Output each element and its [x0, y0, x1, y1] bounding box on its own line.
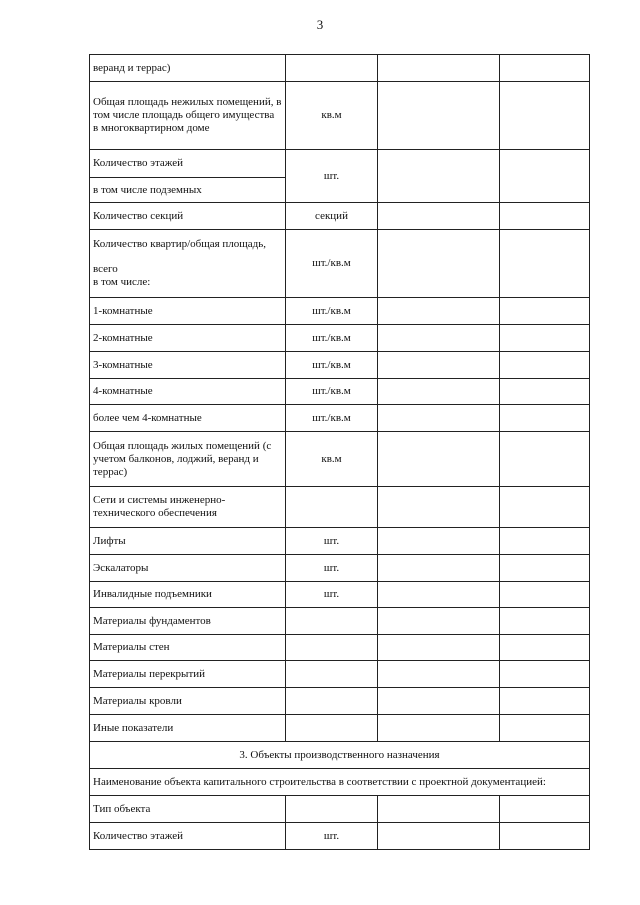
table-row [90, 661, 590, 688]
section-title: 3. Объекты производственного назначения [90, 742, 590, 769]
value-cell-project [378, 715, 500, 742]
row-unit [286, 688, 378, 715]
row-label-extra: всего в том числе: [93, 263, 151, 288]
table-row [90, 352, 590, 379]
value-cell-project [378, 688, 500, 715]
row-unit [286, 796, 378, 823]
value-cell-project [378, 379, 500, 405]
object-name-label: Наименование объекта капитального строительства в соответствии с проектной документацией: [90, 769, 590, 796]
row-unit: кв.м [286, 432, 378, 487]
table-row [90, 82, 590, 150]
row-label-group [90, 230, 286, 298]
value-cell-project [378, 432, 500, 487]
table-row [90, 55, 590, 82]
row-label: 3-комнатные [90, 352, 286, 379]
value-cell-actual [500, 715, 590, 742]
value-cell-actual [500, 379, 590, 405]
row-unit: шт./кв.м [286, 379, 378, 405]
row-unit: секций [286, 203, 378, 230]
table-row [90, 608, 590, 635]
row-label: более чем 4-комнатные [90, 405, 286, 432]
table-row [90, 150, 590, 178]
value-cell-project [378, 82, 500, 150]
row-label: 1-комнатные [90, 298, 286, 325]
table-row [90, 298, 590, 325]
row-label: Инвалидные подъемники [90, 582, 286, 608]
section-name-row [90, 769, 590, 796]
value-cell-actual [500, 325, 590, 352]
value-cell-actual [500, 661, 590, 688]
row-label: Общая площадь жилых помещений (с учетом балконов, лоджий, веранд и террас) [90, 432, 286, 487]
value-cell-project [378, 555, 500, 582]
row-unit: шт. [286, 150, 378, 203]
row-label: Количество секций [90, 203, 286, 230]
table-row [90, 555, 590, 582]
row-unit [286, 608, 378, 635]
row-label: Эскалаторы [90, 555, 286, 582]
page-number: 3 [316, 17, 324, 32]
value-cell-project [378, 405, 500, 432]
value-cell-actual [500, 796, 590, 823]
table-row [90, 688, 590, 715]
value-cell-actual [500, 230, 590, 298]
value-cell-actual [500, 432, 590, 487]
table-row [90, 230, 590, 298]
row-label: Сети и системы инженерно-технического обеспечения [90, 487, 286, 528]
value-cell-project [378, 203, 500, 230]
table-row [90, 379, 590, 405]
row-unit: шт./кв.м [286, 352, 378, 379]
row-unit [286, 715, 378, 742]
table-row [90, 715, 590, 742]
value-cell-project [378, 582, 500, 608]
row-label: Материалы кровли [90, 688, 286, 715]
row-unit: шт. [286, 528, 378, 555]
value-cell-project [378, 635, 500, 661]
table-row [90, 823, 590, 850]
row-label: Лифты [90, 528, 286, 555]
value-cell-actual [500, 352, 590, 379]
value-cell-project [378, 823, 500, 850]
row-label: Материалы стен [90, 635, 286, 661]
indicators-table [89, 54, 590, 850]
table-row [90, 432, 590, 487]
value-cell-project [378, 298, 500, 325]
row-label: Общая площадь нежилых помещений, в том числе площадь общего имущества в многоквартирном доме [90, 82, 286, 150]
table-row [90, 203, 590, 230]
row-unit: шт./кв.м [286, 405, 378, 432]
value-cell-project [378, 528, 500, 555]
value-cell-actual [500, 203, 590, 230]
value-cell-project [378, 352, 500, 379]
section-header-row [90, 742, 590, 769]
table-row [90, 405, 590, 432]
row-label: Количество этажей [90, 150, 286, 178]
row-unit: шт./кв.м [286, 230, 378, 298]
value-cell-actual [500, 582, 590, 608]
value-cell-project [378, 230, 500, 298]
row-unit: шт. [286, 555, 378, 582]
row-label: 4-комнатные [90, 379, 286, 405]
row-unit: шт. [286, 823, 378, 850]
value-cell-project [378, 796, 500, 823]
value-cell-actual [500, 823, 590, 850]
row-label: Материалы перекрытий [90, 661, 286, 688]
value-cell-actual [500, 528, 590, 555]
table-row [90, 796, 590, 823]
row-unit [286, 661, 378, 688]
row-unit: шт./кв.м [286, 325, 378, 352]
value-cell-project [378, 608, 500, 635]
row-unit: шт. [286, 582, 378, 608]
table-row [90, 635, 590, 661]
value-cell-project [378, 661, 500, 688]
value-cell-actual [500, 688, 590, 715]
table-row [90, 582, 590, 608]
value-cell-project [378, 487, 500, 528]
value-cell-project [378, 150, 500, 203]
row-label: Иные показатели [90, 715, 286, 742]
value-cell-actual [500, 298, 590, 325]
row-unit: кв.м [286, 82, 378, 150]
table-row [90, 325, 590, 352]
row-label: Материалы фундаментов [90, 608, 286, 635]
row-label: веранд и террас) [90, 55, 286, 82]
value-cell-actual [500, 487, 590, 528]
value-cell-actual [500, 55, 590, 82]
row-unit [286, 55, 378, 82]
row-label: в том числе подземных [90, 178, 286, 203]
value-cell-actual [500, 555, 590, 582]
row-label: Количество этажей [90, 823, 286, 850]
row-unit [286, 487, 378, 528]
row-label: Количество квартир/общая площадь, [93, 238, 266, 250]
value-cell-project [378, 55, 500, 82]
value-cell-actual [500, 405, 590, 432]
value-cell-project [378, 325, 500, 352]
row-label: 2-комнатные [90, 325, 286, 352]
value-cell-actual [500, 150, 590, 203]
row-unit: шт./кв.м [286, 298, 378, 325]
value-cell-actual [500, 608, 590, 635]
value-cell-actual [500, 82, 590, 150]
table-row [90, 487, 590, 528]
row-label: Тип объекта [90, 796, 286, 823]
row-unit [286, 635, 378, 661]
value-cell-actual [500, 635, 590, 661]
table-row [90, 528, 590, 555]
